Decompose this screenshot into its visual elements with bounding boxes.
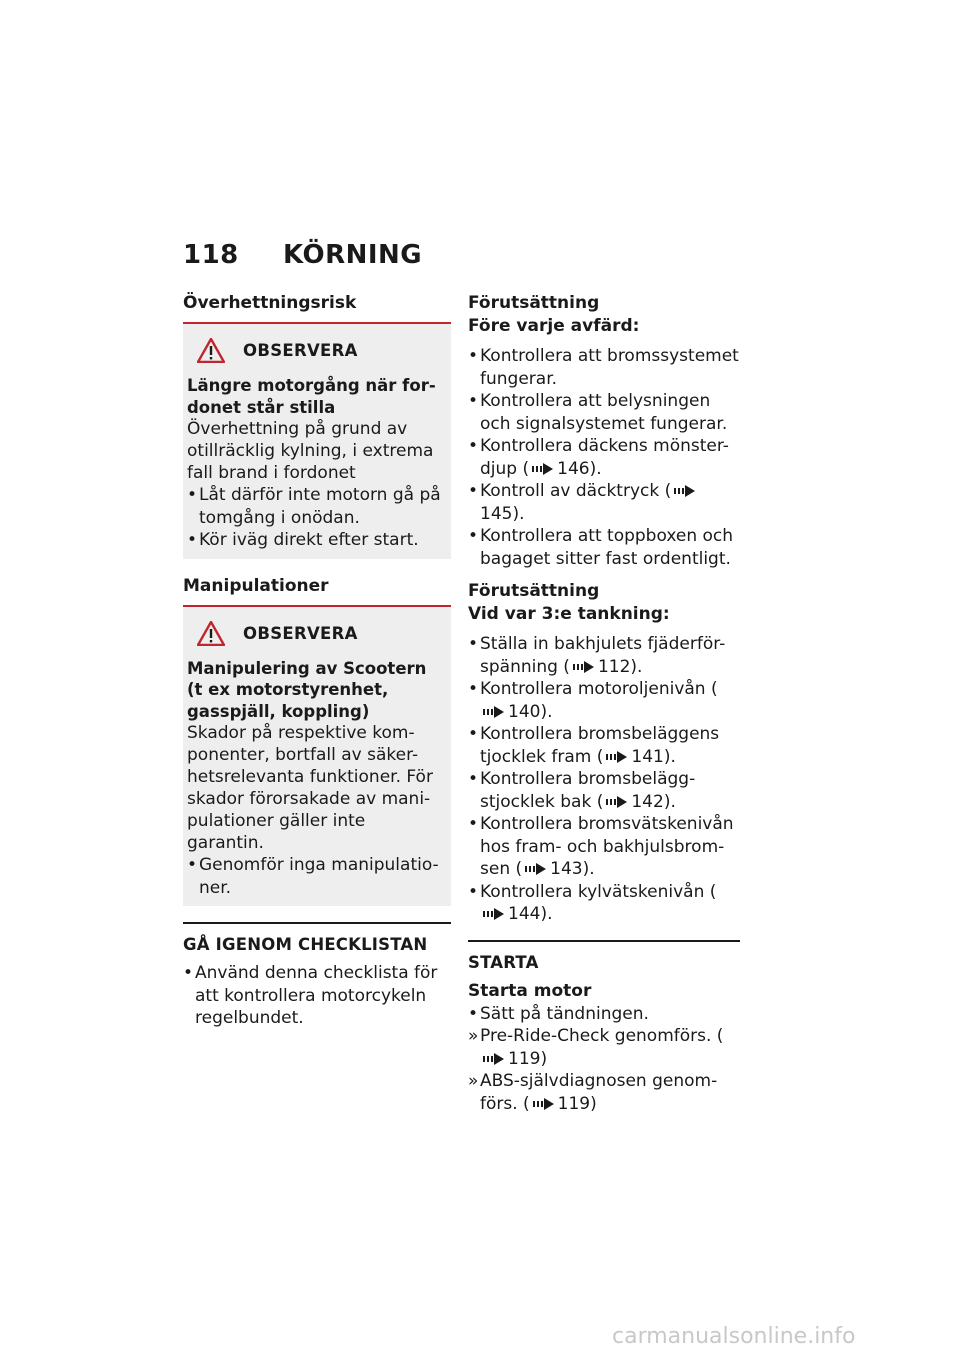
page-reference-arrow-icon bbox=[606, 796, 628, 808]
page-reference-link[interactable]: 144 bbox=[508, 904, 541, 924]
page-reference-link[interactable]: 146 bbox=[557, 458, 590, 479]
prerequisite-subheading: Före varje avfärd: bbox=[468, 316, 640, 336]
manipulation-notice bbox=[183, 605, 451, 907]
notice-headline: Längre motorgång när for-donet står stilla bbox=[187, 376, 436, 417]
right-column bbox=[468, 292, 740, 1115]
overheating-heading: Överhettningsrisk bbox=[183, 293, 357, 313]
page-reference-arrow-icon bbox=[606, 751, 628, 763]
page-reference-arrow-icon bbox=[533, 1098, 555, 1110]
page-reference-arrow-icon bbox=[532, 463, 554, 475]
warning-triangle-icon bbox=[197, 621, 225, 646]
overheating-notice bbox=[183, 322, 451, 559]
page-number: 118 bbox=[183, 240, 239, 270]
page-reference-link[interactable]: 119 bbox=[557, 1093, 591, 1114]
watermark: carmanualsonline.info bbox=[612, 1324, 856, 1349]
manipulation-heading: Manipulationer bbox=[183, 575, 329, 596]
page-reference-link[interactable]: 119 bbox=[508, 1048, 541, 1069]
list-item: • Använd denna checklista för att kontrollera motorcykeln regelbundet. bbox=[183, 963, 438, 1028]
page-reference-arrow-icon bbox=[674, 485, 696, 497]
section-title: STARTA bbox=[468, 952, 539, 972]
notice-body: Överhettning på grund av otillräcklig kylning, i extrema fall brand i fordonet bbox=[187, 419, 434, 483]
list-item: • Kontrollera bromsbelägg-stjocklek bak ( 142). bbox=[468, 769, 696, 812]
page-reference-link[interactable]: 145 bbox=[480, 503, 513, 524]
notice-bullets bbox=[187, 484, 447, 552]
list-item: • Kontrollera att belysningen och signalsystemet fungerar. bbox=[468, 391, 728, 434]
start-subheading: Starta motor bbox=[468, 980, 592, 1001]
chapter-title: KÖRNING bbox=[283, 240, 423, 270]
page-reference-link[interactable]: 141 bbox=[631, 746, 664, 767]
warning-triangle-icon bbox=[197, 338, 225, 363]
notice-bullets bbox=[187, 854, 447, 899]
notice-label: OBSERVERA bbox=[243, 341, 358, 360]
list-item: • Kontrollera att bromssystemet fungerar. bbox=[468, 346, 739, 389]
prerequisite-heading: Förutsättning bbox=[468, 293, 600, 313]
list-item: • Kontrollera att toppboxen och bagaget sitter fast ordentligt. bbox=[468, 526, 734, 569]
list-item: • Kontrollera däckens mönster-djup ( 146). bbox=[468, 436, 729, 479]
list-item: • Kontrollera kylvätskenivån (144). bbox=[468, 881, 717, 924]
list-item: • Kör iväg direkt efter start. bbox=[187, 530, 419, 550]
notice-headline: Manipulering av Scootern (t ex motorstyrenhet, gasspjäll, koppling) bbox=[187, 658, 427, 721]
left-column bbox=[183, 292, 451, 1030]
result-item: » Pre-Ride-Check genomförs. (119) bbox=[468, 1026, 724, 1069]
page-reference-arrow-icon bbox=[483, 706, 505, 718]
third-fill-list bbox=[468, 633, 740, 926]
before-ride-list bbox=[468, 345, 740, 570]
page-reference-link[interactable]: 140 bbox=[508, 701, 541, 722]
list-item: • Kontroll av däcktryck (145). bbox=[468, 480, 740, 525]
list-item: • Kontrollera bromsbeläggens tjocklek fram ( 141). bbox=[468, 724, 720, 767]
checklist-section bbox=[183, 922, 451, 1030]
page-reference-arrow-icon bbox=[525, 863, 547, 875]
page-reference-arrow-icon bbox=[573, 661, 595, 673]
list-item: • Ställa in bakhjulets fjäderför-spänning ( 112). bbox=[468, 634, 726, 677]
start-section bbox=[468, 940, 740, 1116]
prerequisite-subheading: Vid var 3:e tankning: bbox=[468, 604, 670, 624]
list-item: • Sätt på tändningen. bbox=[468, 1003, 649, 1024]
page-reference-link[interactable]: 142 bbox=[631, 791, 664, 812]
page-header bbox=[183, 240, 422, 270]
page-reference-arrow-icon bbox=[483, 1053, 505, 1065]
page-reference-link[interactable]: 112 bbox=[597, 656, 631, 677]
section-title: GÅ IGENOM CHECKLISTAN bbox=[183, 935, 428, 954]
page-reference-arrow-icon bbox=[483, 908, 505, 920]
notice-label: OBSERVERA bbox=[243, 623, 358, 643]
page-reference-link[interactable]: 143 bbox=[550, 859, 583, 879]
notice-body: Skador på respektive kom-ponenter, bortfall av säker-hetsrelevanta funktioner. För skador förorsakade av mani-pulationer gäller inte garantin. bbox=[187, 723, 433, 853]
list-item: • Genomför inga manipulatio-ner. bbox=[187, 855, 439, 898]
list-item: • Kontrollera motoroljenivån (140). bbox=[468, 679, 718, 722]
prerequisite-heading: Förutsättning bbox=[468, 581, 600, 601]
list-item: • Låt därför inte motorn gå på tomgång i onödan. bbox=[187, 485, 441, 528]
list-item: • Kontrollera bromsvätskenivån hos fram- och bakhjulsbrom-sen ( 143). bbox=[468, 814, 734, 879]
result-item: » ABS-självdiagnosen genom-förs. ( 119) bbox=[468, 1071, 718, 1114]
